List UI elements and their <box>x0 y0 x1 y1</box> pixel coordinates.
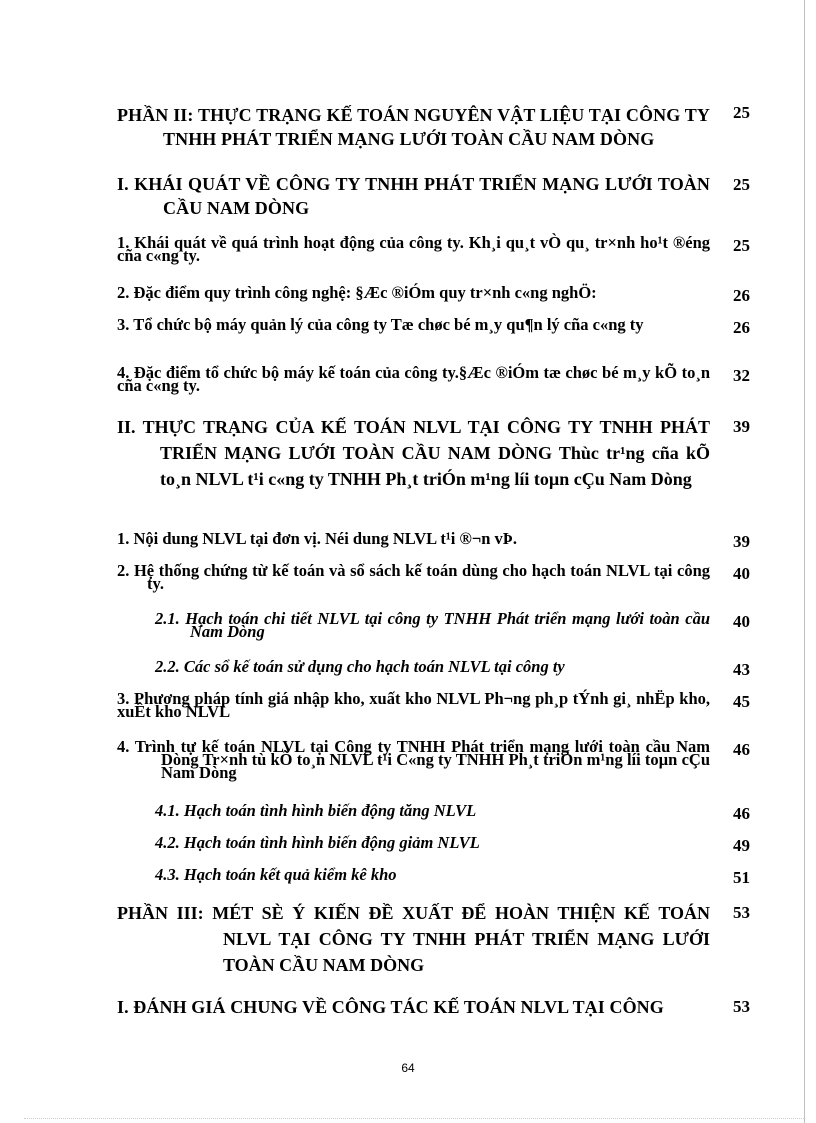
toc-entry-II-2-1 <box>155 609 750 644</box>
toc-entry-text: 4. Trình tự kế toán NLVL tại Công ty TNHH Phát triển mạng lưới toàn cầu Nam Dòng Tr×nh tù kÕ to¸n NLVL t¹i C«ng ty TNHH Ph¸t triÓn m¹ng líi toµn cÇu Nam Dòng <box>117 737 710 782</box>
toc-entry-page: 46 <box>733 740 750 759</box>
toc-entry-II-4-1 <box>155 801 750 824</box>
toc-entry-text: 3. Phương pháp tính giá nhập kho, xuất kho NLVL Ph¬ng ph¸p tÝnh gi¸ nhËp kho, xuÊt kho NLVL <box>117 689 710 721</box>
toc-entry-II-2-2 <box>155 657 750 680</box>
toc-entry-page: 39 <box>733 417 750 436</box>
toc-entry-2 <box>117 283 750 306</box>
toc-entry-4 <box>117 363 750 398</box>
toc-entry-page: 46 <box>733 804 750 823</box>
toc-entry-page: 40 <box>733 564 750 583</box>
toc-entry-text: 2.2. Các sổ kế toán sử dụng cho hạch toán NLVL tại công ty <box>155 657 565 676</box>
toc-entry-page: 53 <box>733 903 750 922</box>
page-edge-divider <box>804 0 805 1123</box>
toc-entry-text: 2. Đặc điểm quy trình công nghệ: §Æc ®iÓm quy tr×nh c«ng nghÖ: <box>117 283 597 302</box>
toc-entry-page: 25 <box>733 175 750 194</box>
toc-entry-text: 4.2. Hạch toán tình hình biến động giảm NLVL <box>155 833 480 852</box>
toc-entry-text: II. THỰC TRẠNG CỦA KẾ TOÁN NLVL TẠI CÔNG TY TNHH PHÁT TRIỂN MẠNG LƯỚI TOÀN CẦU NAM DÒNG Thùc tr¹ng cña kÕ to¸n NLVL t¹i c«ng ty TNHH Ph¸t triÓn m¹ng líi toµn cÇu Nam Dòng <box>117 417 710 489</box>
toc-entry-text: 1. Khái quát về quá trình hoạt động của công ty. Kh¸i qu¸t vÒ qu¸ tr×nh ho¹t ®éng cña c«ng ty. <box>117 233 710 265</box>
toc-entry-1 <box>117 233 750 268</box>
toc-entry-text: 4. Đặc điểm tổ chức bộ máy kế toán của công ty.§Æc ®iÓm tæ chøc bé m¸y kÕ to¸n cña c«ng ty. <box>117 363 710 395</box>
toc-entry-part-3 <box>117 900 750 980</box>
toc-entry-page: 39 <box>733 532 750 551</box>
toc-entry-text: I. ĐÁNH GIÁ CHUNG VỀ CÔNG TÁC KẾ TOÁN NLVL TẠI CÔNG <box>117 997 664 1017</box>
page-number: 64 <box>401 1061 415 1075</box>
toc-entry-3 <box>117 315 750 350</box>
toc-entry-page: 26 <box>733 318 750 337</box>
toc-entry-III-I <box>117 995 750 1019</box>
toc-entry-page: 53 <box>733 997 750 1016</box>
toc-entry-text: I. KHÁI QUÁT VỀ CÔNG TY TNHH PHÁT TRIỂN MẠNG LƯỚI TOÀN CẦU NAM DÒNG <box>117 174 710 218</box>
toc-entry-II-3 <box>117 689 750 724</box>
toc-entry-page: 26 <box>733 286 750 305</box>
toc-entry-page: 25 <box>733 103 750 122</box>
toc-entry-text: 4.3. Hạch toán kết quả kiểm kê kho <box>155 865 397 884</box>
toc-entry-page: 51 <box>733 868 750 887</box>
toc-entry-II-2 <box>117 561 750 596</box>
toc-entry-II-1 <box>117 529 750 552</box>
toc-entry-page: 32 <box>733 366 750 385</box>
toc-entry-page: 49 <box>733 836 750 855</box>
toc-entry-text: 2.1. Hạch toán chi tiết NLVL tại công ty TNHH Phát triển mạng lưới toàn cầu Nam Dòng <box>155 609 710 641</box>
toc-entry-text: PHẦN II: THỰC TRẠNG KẾ TOÁN NGUYÊN VẬT LIỆU TẠI CÔNG TY TNHH PHÁT TRIỂN MẠNG LƯỚI TOÀN CẦU NAM DÒNG <box>117 105 710 149</box>
toc-entry-text: 1. Nội dung NLVL tại đơn vị. Néi dung NLVL t¹i ®¬n vÞ. <box>117 529 518 548</box>
toc-entry-page: 25 <box>733 236 750 255</box>
page-bottom-divider <box>24 1118 804 1119</box>
toc-entry-page: 45 <box>733 692 750 711</box>
toc-entry-section-II <box>117 414 750 518</box>
toc-entry-text: 2. Hệ thống chứng từ kế toán và sổ sách kế toán dùng cho hạch toán NLVL tại công ty. <box>117 561 710 593</box>
toc-entry-II-4-3 <box>155 865 750 888</box>
toc-entry-II-4 <box>117 737 750 784</box>
toc-entry-part-2 <box>117 103 750 151</box>
toc-entry-page: 43 <box>733 660 750 679</box>
toc-entry-page: 40 <box>733 612 750 631</box>
toc-entry-II-4-2 <box>155 833 750 856</box>
toc-entry-text: 3. Tổ chức bộ máy quản lý của công ty Tæ chøc bé m¸y qu¶n lý cña c«ng ty <box>117 315 644 334</box>
toc-entry-section-I <box>117 172 750 220</box>
toc-entry-text: PHẦN III: MÉT SÈ Ý KIẾN ĐỀ XUẤT ĐỂ HOÀN THIỆN KẾ TOÁN NLVL TẠI CÔNG TY TNHH PHÁT TRIỂN MẠNG LƯỚI TOÀN CẦU NAM DÒNG <box>117 903 710 975</box>
toc-entry-text: 4.1. Hạch toán tình hình biến động tăng NLVL <box>155 801 477 820</box>
